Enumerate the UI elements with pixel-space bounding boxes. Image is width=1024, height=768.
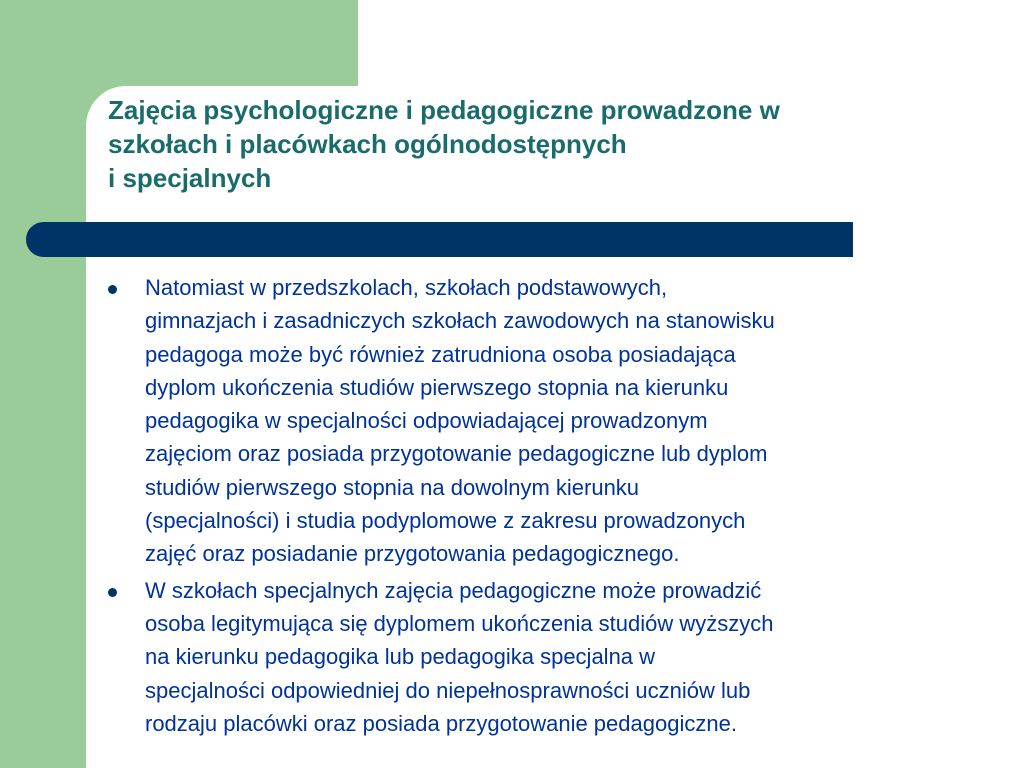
bullet-1-line-1: Natomiast w przedszkolach, szkołach podstawowych, [145,275,668,300]
title-line-3: i specjalnych [108,163,272,193]
title-underline-bar [26,222,853,257]
bullet-1-line-5: pedagogika w specjalności odpowiadającej prowadzonym [145,408,708,434]
title-line-2: szkołach i placówkach ogólnodostępnych [108,129,627,159]
bullet-1-line-9: zajęć oraz posiadanie przygotowania pedagogicznego. [145,541,680,567]
bullet-2-line-2: osoba legitymująca się dyplomem ukończenia studiów wyższych [145,610,774,636]
bullet-1-line-3: pedagoga może być również zatrudniona osoba posiadająca [145,341,736,367]
bullet-list [108,271,988,743]
slide-title [108,93,988,195]
title-line-1: Zajęcia psychologiczne i pedagogiczne prowadzone w [108,95,780,125]
bullet-2-line-3: na kierunku pedagogika lub pedagogika specjalna w [145,644,656,670]
bullet-2-line-1: W szkołach specjalnych zajęcia pedagogiczne może prowadzić [145,577,762,603]
bullet-dot-icon [108,588,117,597]
bullet-item-1 [108,271,988,571]
bullet-1-line-2: gimnazjach i zasadniczych szkołach zawodowych na stanowisku [145,308,775,334]
bullet-2-line-5: rodzaju placówki oraz posiada przygotowanie pedagogiczne. [145,710,737,736]
bullet-1-line-6: zajęciom oraz posiada przygotowanie pedagogiczne lub dyplom [145,441,768,467]
bullet-2-line-4: specjalności odpowiedniej do niepełnosprawności uczniów lub [145,677,751,703]
bullet-dot-icon [108,285,117,294]
bullet-1-line-7: studiów pierwszego stopnia na dowolnym kierunku [145,474,640,500]
bullet-item-2 [108,574,988,740]
bullet-1-line-4: dyplom ukończenia studiów pierwszego stopnia na kierunku [145,374,729,400]
bullet-1-line-8: (specjalności) i studia podyplomowe z zakresu prowadzonych [145,508,746,534]
